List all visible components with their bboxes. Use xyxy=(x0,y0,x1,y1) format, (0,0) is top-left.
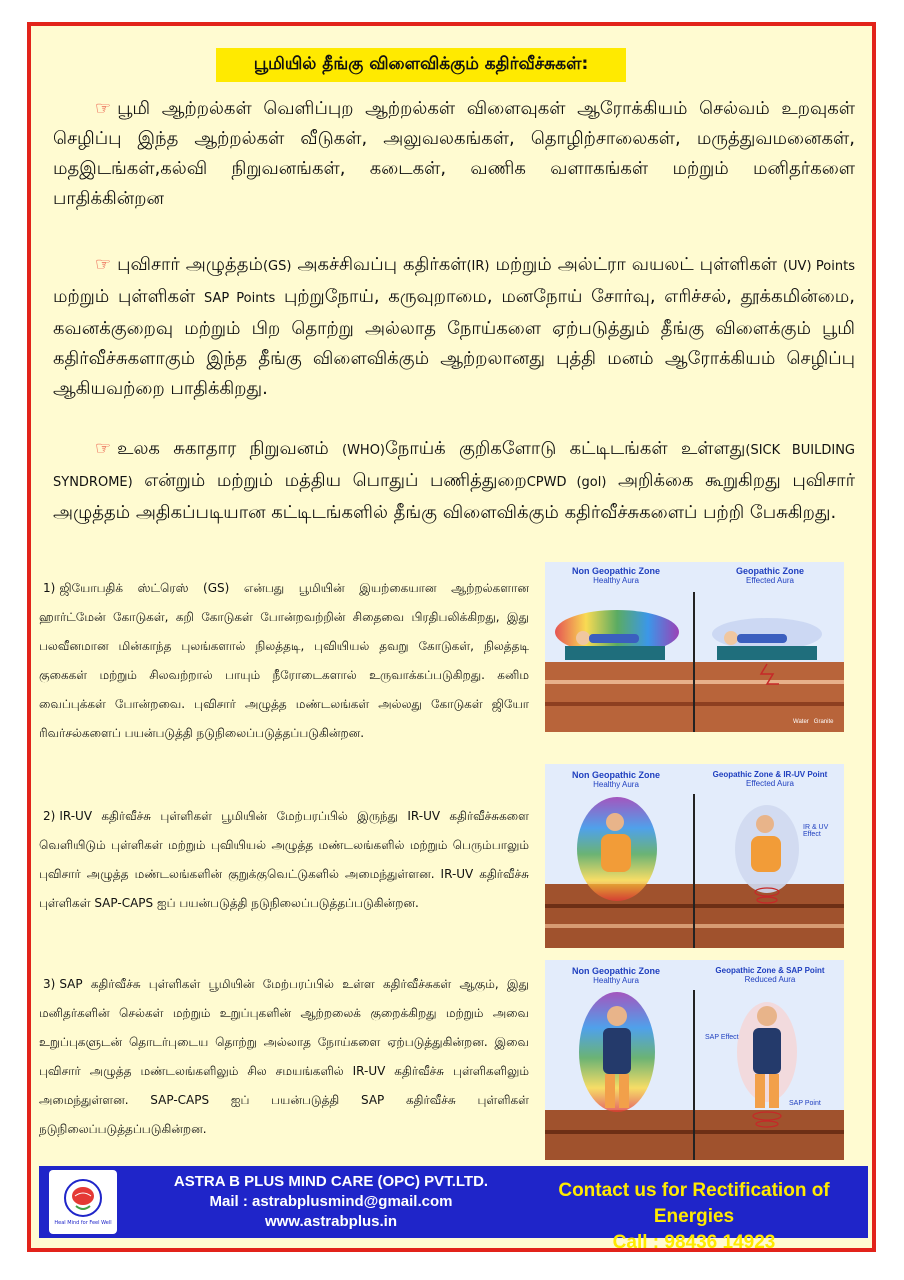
logo-caption: Heal Mind for Feel Well xyxy=(54,1220,112,1226)
paragraph-1 xyxy=(53,94,855,214)
point-1-number: 1) xyxy=(43,581,56,595)
figure-2-illustration xyxy=(545,764,844,948)
point-1-text: ஜியோபதிக் ஸ்ட்ரெஸ் (GS) என்பது பூமியின் இயற்கையான ஆற்றல்களான ஹார்ட்மேன் கோடுகள், கறி கோடுகள் போன்றவற்றின் சிதைவை பிரதிபலிக்கிறது, இது பலவீனமான மின்காந்த புலங்களால் நிலத்தடி, புவியியல் தவறு கோடுகள், நிலத்தடி குகைகள் மற்றும் சிலவற்றால் பாயும் நீரோடைகளால் உருவாக்கப்படுகிறது. கனிம வைப்புக்கள் போன்றவை. புவிசார் அழுத்த மண்டலங்கள் அல்லது கோடுகள் ஜியோ ரிவர்சல்களைப் பயன்படுத்தி நடுநிலைப்படுத்தப்படுகின்றன. xyxy=(39,581,529,740)
fig3-effect-label: SAP Effect xyxy=(705,1034,739,1041)
figure-sap-zone xyxy=(545,960,844,1160)
point-2-text: IR-UV கதிர்வீச்சு புள்ளிகள் பூமியின் மேற்பரப்பில் இருந்து IR-UV கதிர்வீச்சுகளை வெளியிடும் புள்ளிகள் மற்றும் புவியியல் அழுத்த மண்டலங்களில் மற்றும் பெரும்பாலும் புவிசார் அழுத்த மண்டலங்களின் குறுக்குவெட்டுகளில் அமைந்துள்ளன. IR-UV கதிர்வீச்சு புள்ளிகள் SAP-CAPS ஐப் பயன்படுத்தி நடுநிலைப்படுத்தப்படுகின்றன. xyxy=(39,809,529,910)
fig2-right-sub: Effected Aura xyxy=(746,779,794,788)
fig3-left-sub: Healthy Aura xyxy=(593,976,639,985)
fig3-right-sub: Reduced Aura xyxy=(744,975,796,984)
page-title: பூமியில் தீங்கு விளைவிக்கும் கதிர்வீச்சுகள்: xyxy=(216,48,626,82)
company-website[interactable]: www.astrabplus.in xyxy=(265,1213,397,1230)
pointing-hand-icon: ☞ xyxy=(95,438,112,459)
company-logo xyxy=(49,1170,117,1234)
point-3-number: 3) xyxy=(43,977,56,991)
figure-geopathic-zone xyxy=(545,562,844,732)
figure-3-illustration xyxy=(545,960,844,1160)
paragraph-3 xyxy=(53,434,855,528)
p3-g: அறிக்கை கூறுகிறது புவிசார் அழுத்தம் அதிகப்படியான கட்டிடங்களில் தீங்கு விளைவிக்கும் கதிர்வீச்சுகளைப் பற்றி பேசுகிறது. xyxy=(53,470,855,523)
call-line[interactable]: Call : 98436 14923 xyxy=(612,1232,776,1253)
p3-e: என்றும் மற்றும் மத்திய பொதுப் பணித்துறை xyxy=(132,470,527,491)
p2-g: மற்றும் புள்ளிகள் xyxy=(53,286,204,307)
figure-1-illustration xyxy=(545,562,844,732)
figure-ir-uv-zone xyxy=(545,764,844,948)
fig3-right-title: Geopathic Zone & SAP Point xyxy=(715,966,825,975)
fig1-label-granite: Granite xyxy=(813,719,834,725)
p3-c: நோய்க் குறிகளோடு கட்டிடங்கள் உள்ளது xyxy=(385,438,746,459)
p2-b: (GS) xyxy=(262,259,292,274)
p3-f: CPWD (gol) xyxy=(526,475,607,490)
fig2-left-sub: Healthy Aura xyxy=(593,780,639,789)
fig1-right-sub: Effected Aura xyxy=(746,576,794,585)
fig1-left-sub: Healthy Aura xyxy=(593,576,639,585)
p2-i: புற்றுநோய், கருவுறாமை, மனநோய் சோர்வு, எரிச்சல், தூக்கமின்மை, கவனக்குறைவு மற்றும் பிற தொற்று அல்லாத நோய்களை ஏற்படுத்தும் தீங்கு விளைக்கும் பூமி கதிர்வீச்சுகளாகும் இந்த தீங்கு விளைவிக்கும் ஆற்றலானது புத்தி மனம் ஆரோக்கியம் செழிப்பு ஆகியவற்றை பாதிக்கிறது. xyxy=(53,286,855,399)
fig1-right-title: Geopathic Zone xyxy=(735,566,804,576)
fig2-right-title: Geopathic Zone & IR-UV Point xyxy=(712,770,828,779)
pointing-hand-icon: ☞ xyxy=(95,98,112,119)
p3-d: (SICK BUILDING SYNDROME) xyxy=(53,443,856,490)
p2-a: புவிசார் அழுத்தம் xyxy=(117,254,263,275)
p3-b: (WHO) xyxy=(342,443,386,458)
paragraph-2 xyxy=(53,250,855,404)
p2-d: (IR) xyxy=(466,259,490,274)
poster xyxy=(27,22,876,1252)
fig3-left-title: Non Geopathic Zone xyxy=(571,966,660,976)
company-info xyxy=(131,1172,531,1232)
fig2-effect-label: IR & UV Effect xyxy=(803,824,829,838)
company-name: ASTRA B PLUS MIND CARE (OPC) PVT.LTD. xyxy=(173,1173,489,1190)
fig2-left-title: Non Geopathic Zone xyxy=(571,770,660,780)
point-2-number: 2) xyxy=(43,809,56,823)
company-mail[interactable]: Mail : astrabplusmind@gmail.com xyxy=(209,1193,453,1210)
paragraph-1-text: பூமி ஆற்றல்கள் வெளிப்புற ஆற்றல்கள் விளைவுகள் ஆரோக்கியம் செல்வம் உறவுகள் செழிப்பு இந்த ஆற்றல்கள் வீடுகள், அலுவலகங்கள், தொழிற்சாலைகள், மருத்துவமனைகள், மதஇடங்கள்,கல்வி நிறுவனங்கள், கடைகள், வணிக வளாகங்கள் மற்றும் மனிதர்களை பாதிக்கின்றன xyxy=(53,98,855,209)
contact-info xyxy=(529,1178,859,1256)
pointing-hand-icon: ☞ xyxy=(95,254,112,275)
point-2 xyxy=(39,802,529,918)
point-3-text: SAP கதிர்வீச்சு புள்ளிகள் பூமியின் மேற்பரப்பில் உள்ள கதிர்வீச்சுகள் ஆகும், இது மனிதர்களின் செல்கள் மற்றும் உறுப்புகளின் ஆற்றலைக் குறைக்கிறது மற்றும் அவை உறுப்புகளுடன் தொடர்புடைய தொற்று அல்லாத நோய்களை ஏற்படுத்துகின்றன. இவை புவிசார் அழுத்த மண்டலங்களிலும் சில சமயங்களில் IR-UV கதிர்வீச்சு புள்ளிகளிலும் அமைந்துள்ளன. SAP-CAPS ஐப் பயன்படுத்தி SAP கதிர்வீச்சு புள்ளிகள் நடுநிலைப்படுத்தப்படுகின்றன. xyxy=(39,977,529,1136)
fig3-point-label: SAP Point xyxy=(789,1100,821,1107)
p2-c: அகச்சிவப்பு கதிர்கள் xyxy=(291,254,467,275)
point-1 xyxy=(39,574,529,748)
p2-h: SAP Points xyxy=(203,291,276,306)
p3-a: உலக சுகாதார நிறுவனம் xyxy=(117,438,342,459)
contact-line: Contact us for Rectification of Energies xyxy=(558,1180,830,1227)
point-3 xyxy=(39,970,529,1144)
p2-e: மற்றும் அல்ட்ரா வயலட் புள்ளிகள் xyxy=(489,254,783,275)
brain-logo-icon xyxy=(63,1178,103,1218)
footer-banner xyxy=(39,1166,868,1253)
fig1-left-title: Non Geopathic Zone xyxy=(571,566,660,576)
p2-f: (UV) Points xyxy=(782,259,855,274)
fig1-label-water: Water xyxy=(793,719,809,725)
